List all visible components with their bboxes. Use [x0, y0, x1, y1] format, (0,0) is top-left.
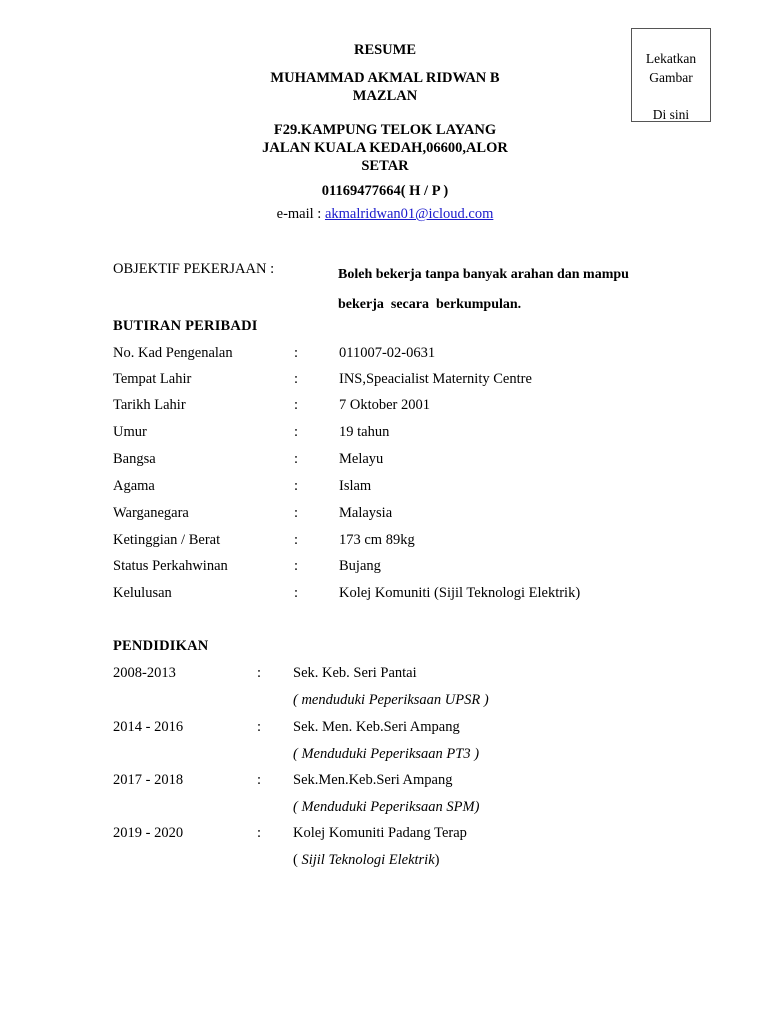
education-colon: : — [257, 772, 262, 788]
name-line1: MUHAMMAD AKMAL RIDWAN B — [270, 70, 500, 86]
personal-row — [113, 371, 673, 391]
personal-row — [113, 424, 673, 444]
name-line2: MAZLAN — [352, 88, 418, 104]
applicant-name — [200, 69, 570, 105]
row-label: Ketinggian / Berat — [113, 532, 221, 548]
personal-row — [113, 478, 673, 498]
personal-row — [113, 585, 673, 605]
education-note — [293, 852, 439, 869]
row-value: Bujang — [339, 558, 381, 574]
address-line1: F29.KAMPUNG TELOK LAYANG — [273, 122, 497, 138]
personal-row — [113, 558, 673, 578]
row-colon: : — [294, 424, 299, 440]
row-label: Kelulusan — [113, 585, 172, 601]
objective-label — [113, 261, 274, 278]
objective-label-text: OBJEKTIF PEKERJAAN — [113, 261, 267, 277]
education-years: 2017 - 2018 — [113, 772, 184, 788]
education-years: 2008-2013 — [113, 665, 176, 681]
row-colon: : — [294, 585, 299, 601]
education-school: Sek. Men. Keb.Seri Ampang — [293, 719, 460, 735]
education-colon: : — [257, 665, 262, 681]
address-line3: SETAR — [361, 158, 409, 174]
personal-row — [113, 345, 673, 365]
row-colon: : — [294, 558, 299, 574]
row-value: 19 tahun — [339, 424, 390, 440]
personal-row — [113, 451, 673, 471]
objective-line1: Boleh bekerja tanpa banyak arahan dan mampu — [338, 267, 629, 282]
row-value: Melayu — [339, 451, 384, 467]
personal-row — [113, 397, 673, 417]
row-label: No. Kad Pengenalan — [113, 345, 233, 361]
education-years: 2014 - 2016 — [113, 719, 184, 735]
education-colon: : — [257, 825, 262, 841]
email-line — [200, 206, 570, 223]
row-label: Tempat Lahir — [113, 371, 192, 387]
row-colon: : — [294, 505, 299, 521]
row-colon: : — [294, 478, 299, 494]
row-colon: : — [294, 397, 299, 413]
education-school: Sek.Men.Keb.Seri Ampang — [293, 772, 453, 788]
objective-line2: bekerja secara berkumpulan. — [338, 297, 522, 312]
education-colon: : — [257, 719, 262, 735]
photo-line2: Gambar — [649, 70, 693, 85]
education-years: 2019 - 2020 — [113, 825, 184, 841]
row-label: Agama — [113, 478, 155, 494]
email-link[interactable]: akmalridwan01@icloud.com — [324, 206, 494, 222]
row-colon: : — [294, 371, 299, 387]
row-label: Tarikh Lahir — [113, 397, 186, 413]
personal-row — [113, 505, 673, 525]
note-text: Sijil Teknologi Elektrik — [301, 852, 435, 868]
education-school: Kolej Komuniti Padang Terap — [293, 825, 467, 841]
row-value: Malaysia — [339, 505, 393, 521]
row-value: Islam — [339, 478, 372, 494]
note-open: ( — [293, 852, 302, 868]
phone-number: 01169477664( H / P ) — [321, 183, 449, 199]
objective-colon: : — [266, 261, 275, 277]
personal-section-title: BUTIRAN PERIBADI — [113, 318, 258, 334]
row-label: Status Perkahwinan — [113, 558, 228, 574]
row-value: Kolej Komuniti (Sijil Teknologi Elektrik) — [339, 585, 581, 601]
photo-line3: Di sini — [652, 107, 690, 122]
row-label: Umur — [113, 424, 147, 440]
education-note: ( Menduduki Peperiksaan SPM) — [293, 799, 480, 815]
photo-line1: Lekatkan — [645, 51, 697, 66]
note-close: ) — [434, 852, 440, 868]
row-colon: : — [294, 451, 299, 467]
row-value: INS,Speacialist Maternity Centre — [339, 371, 532, 387]
address-line2: JALAN KUALA KEDAH,06600,ALOR — [262, 140, 508, 156]
resume-title: RESUME — [353, 42, 417, 58]
row-value: 011007-02-0631 — [339, 345, 436, 361]
row-colon: : — [294, 532, 299, 548]
education-note: ( menduduki Peperiksaan UPSR ) — [293, 692, 489, 708]
email-label: e-mail : — [276, 206, 325, 222]
row-value: 173 cm 89kg — [339, 532, 415, 548]
objective-text — [338, 260, 668, 320]
address — [200, 121, 570, 175]
personal-row — [113, 532, 673, 552]
row-value: 7 Oktober 2001 — [339, 397, 431, 413]
education-school: Sek. Keb. Seri Pantai — [293, 665, 417, 681]
row-label: Bangsa — [113, 451, 156, 467]
photo-placeholder — [631, 28, 711, 122]
education-note: ( Menduduki Peperiksaan PT3 ) — [293, 746, 480, 762]
education-section-title: PENDIDIKAN — [113, 638, 209, 654]
row-label: Warganegara — [113, 505, 189, 521]
row-colon: : — [294, 345, 299, 361]
